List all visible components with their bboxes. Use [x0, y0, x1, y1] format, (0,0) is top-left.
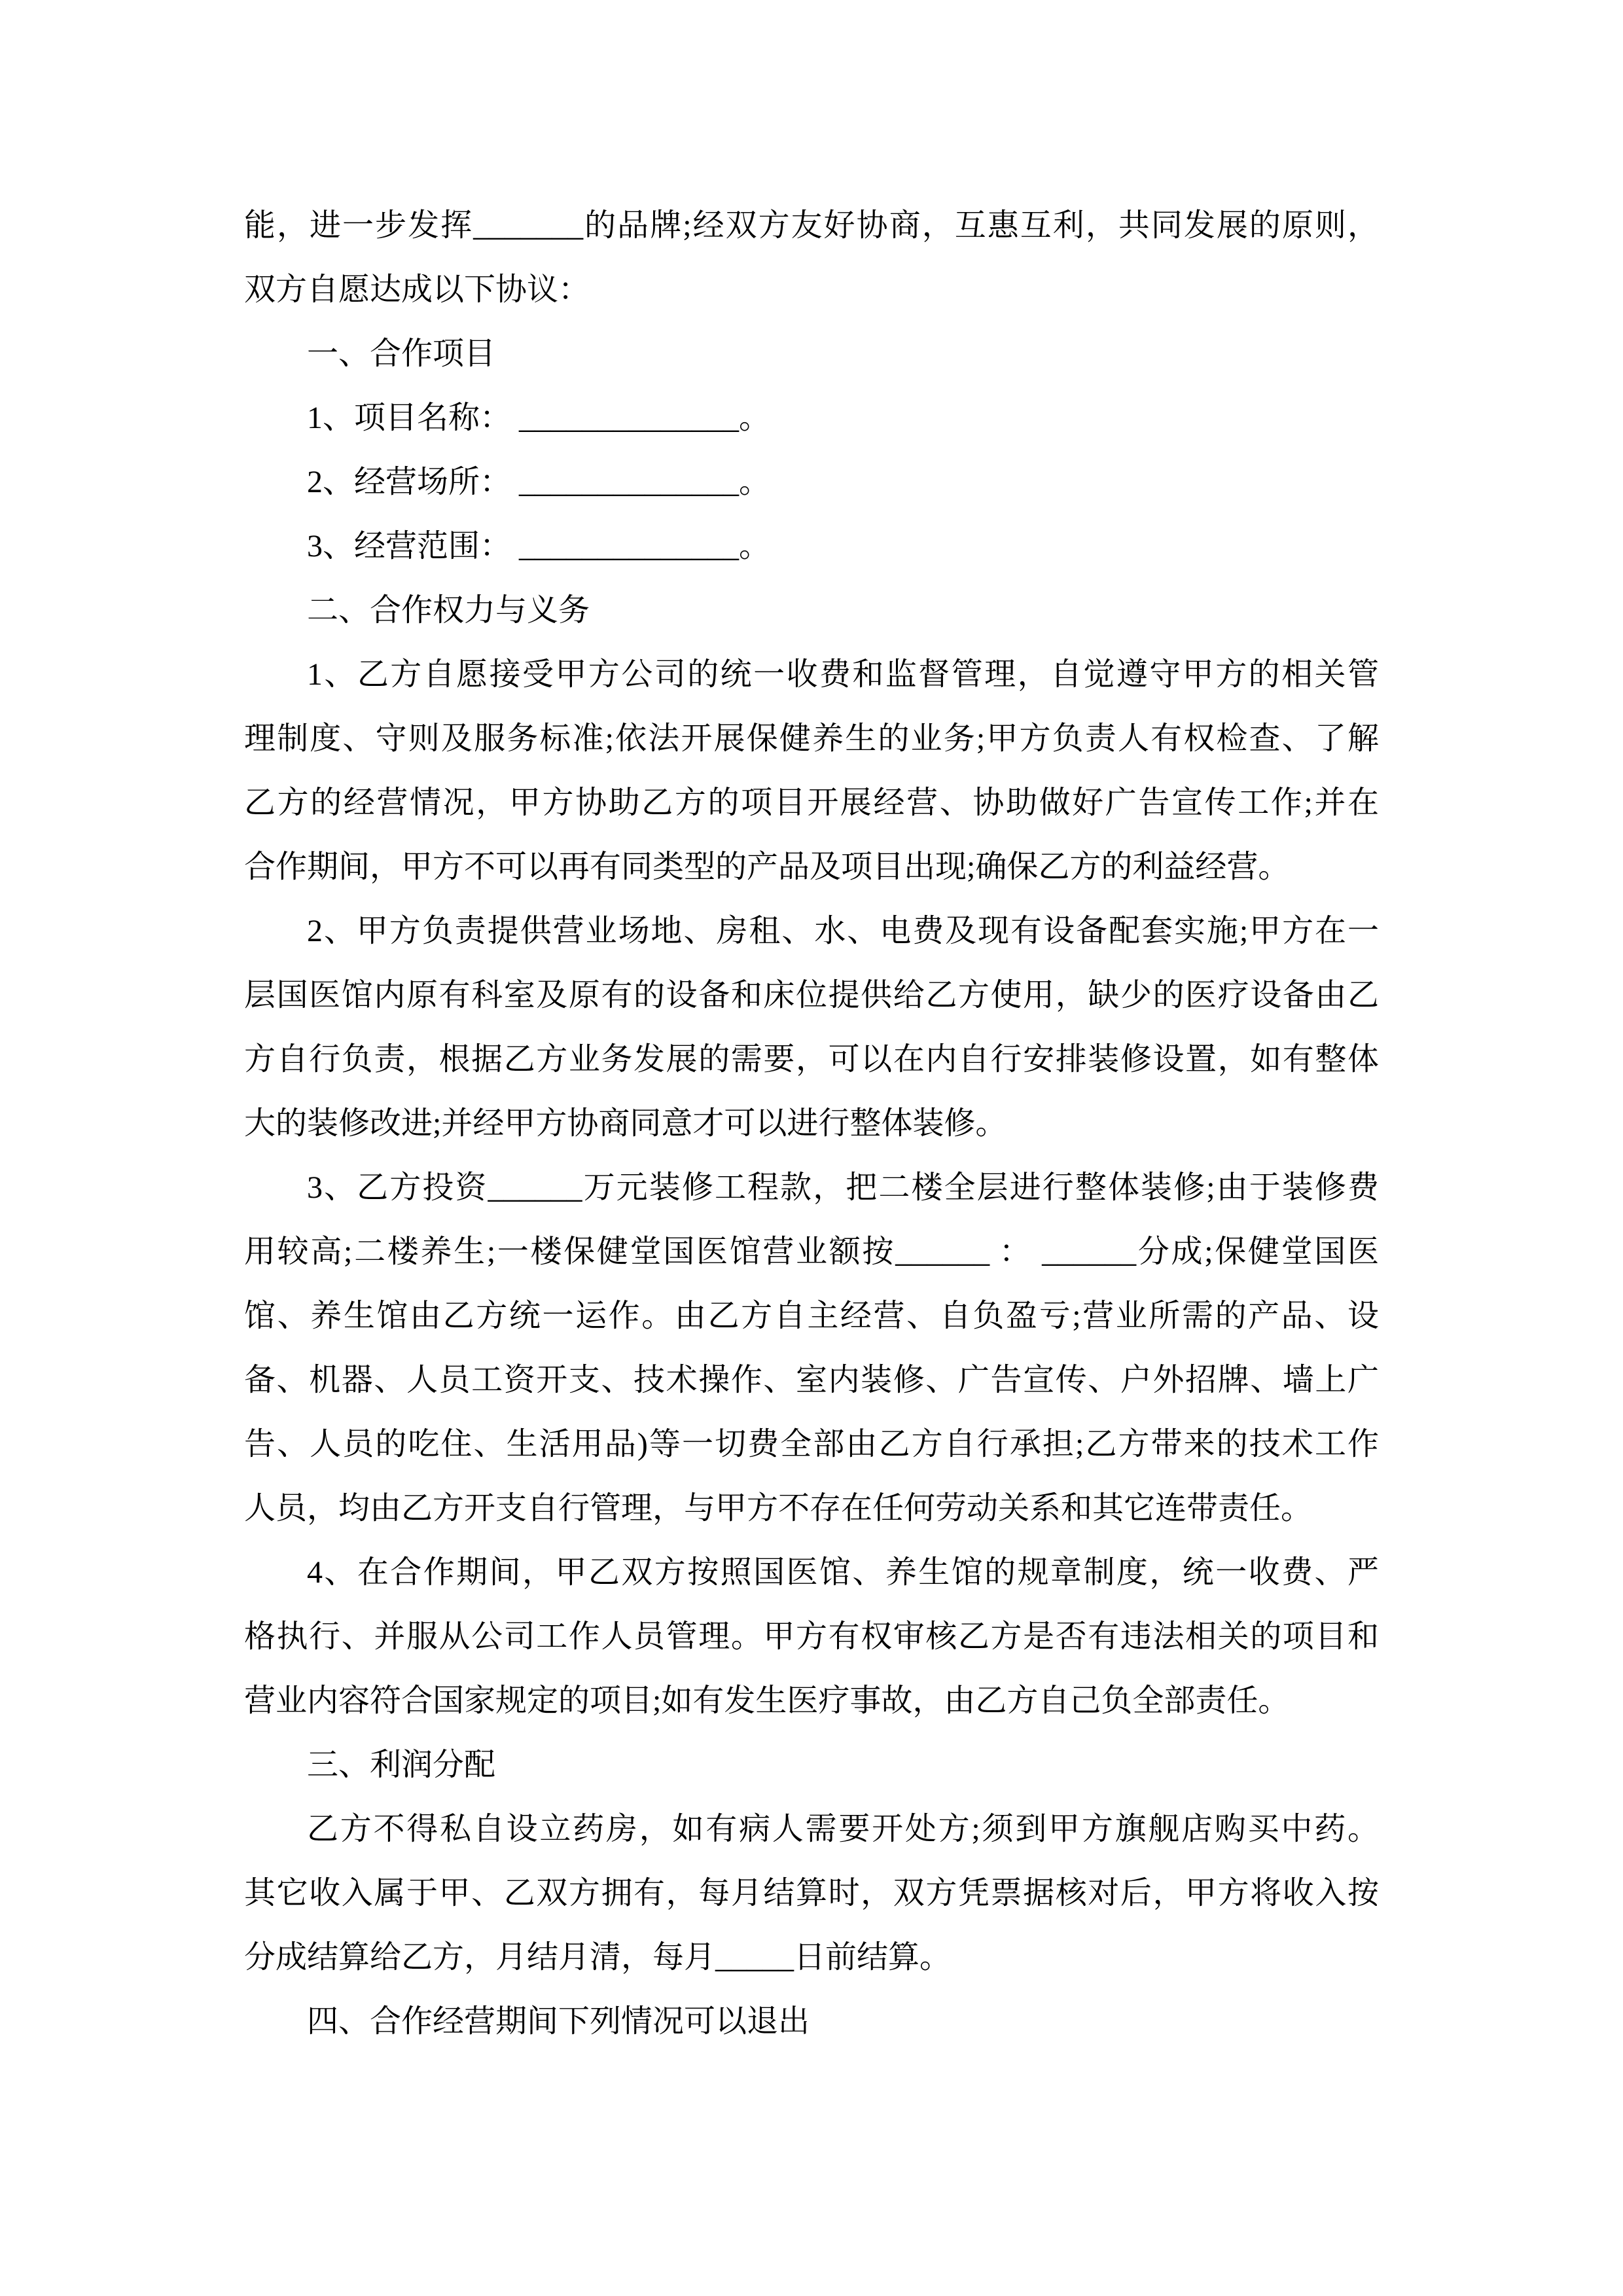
- document-line: 四、合作经营期间下列情况可以退出: [307, 2004, 810, 2039]
- document-line: 分成结算给乙方，月结月清，每月_____日前结算。: [244, 1940, 952, 1975]
- document-line: 2、甲方负责提供营业场地、房租、水、电费及现有设备配套实施;甲方在一: [307, 914, 1379, 948]
- document-line: 告、人员的吃住、生活用品)等一切费全部由乙方自行承担;乙方带来的技术工作: [244, 1427, 1379, 1462]
- document-line: 用较高;二楼养生;一楼保健堂国医馆营业额按______ ： ______分成;保健堂国医: [244, 1234, 1379, 1269]
- document-line: 三、利润分配: [307, 1748, 496, 1782]
- document-line: 其它收入属于甲、乙双方拥有，每月结算时，双方凭票据核对后，甲方将收入按: [244, 1876, 1379, 1910]
- document-line: 馆、养生馆由乙方统一运作。由乙方自主经营、自负盈亏;营业所需的产品、设: [244, 1299, 1379, 1333]
- document-line: 3、经营范围： ______________。: [307, 529, 771, 564]
- document-line: 格执行、并服从公司工作人员管理。甲方有权审核乙方是否有违法相关的项目和: [244, 1619, 1379, 1654]
- document-line: 营业内容符合国家规定的项目;如有发生医疗事故，由乙方自己负全部责任。: [244, 1683, 1290, 1718]
- document-line: 乙方不得私自设立药房，如有病人需要开处方;须到甲方旗舰店购买中药。: [307, 1812, 1379, 1846]
- document-line: 能，进一步发挥_______的品牌;经双方友好协商，互惠互利，共同发展的原则，: [244, 208, 1379, 243]
- document-line: 2、经营场所： ______________。: [307, 465, 771, 499]
- document-line: 乙方的经营情况，甲方协助乙方的项目开展经营、协助做好广告宣传工作;并在: [244, 785, 1379, 820]
- document-line: 合作期间，甲方不可以再有同类型的产品及项目出现;确保乙方的利益经营。: [244, 850, 1290, 884]
- document-line: 理制度、守则及服务标准;依法开展保健养生的业务;甲方负责人有权检查、了解: [244, 721, 1379, 756]
- document-line: 二、合作权力与义务: [307, 593, 590, 628]
- document-line: 1、项目名称： ______________。: [307, 401, 771, 435]
- document-line: 4、在合作期间，甲乙双方按照国医馆、养生馆的规章制度，统一收费、严: [307, 1555, 1379, 1590]
- document-line: 3、乙方投资______万元装修工程款，把二楼全层进行整体装修;由于装修费: [307, 1170, 1379, 1205]
- document-line: 备、机器、人员工资开支、技术操作、室内装修、广告宣传、户外招牌、墙上广: [244, 1363, 1379, 1397]
- document-line: 方自行负责，根据乙方业务发展的需要，可以在内自行安排装修设置，如有整体: [244, 1042, 1379, 1077]
- document-line: 大的装修改进;并经甲方协商同意才可以进行整体装修。: [244, 1106, 1007, 1141]
- document-line: 人员，均由乙方开支自行管理，与甲方不存在任何劳动关系和其它连带责任。: [244, 1491, 1313, 1526]
- document-line: 一、合作项目: [307, 336, 496, 371]
- contract-body: [244, 194, 1379, 2054]
- document-line: 层国医馆内原有科室及原有的设备和床位提供给乙方使用，缺少的医疗设备由乙: [244, 978, 1379, 1013]
- document-line: 双方自愿达成以下协议：: [244, 272, 590, 307]
- document-line: 1、乙方自愿接受甲方公司的统一收费和监督管理，自觉遵守甲方的相关管: [307, 657, 1379, 692]
